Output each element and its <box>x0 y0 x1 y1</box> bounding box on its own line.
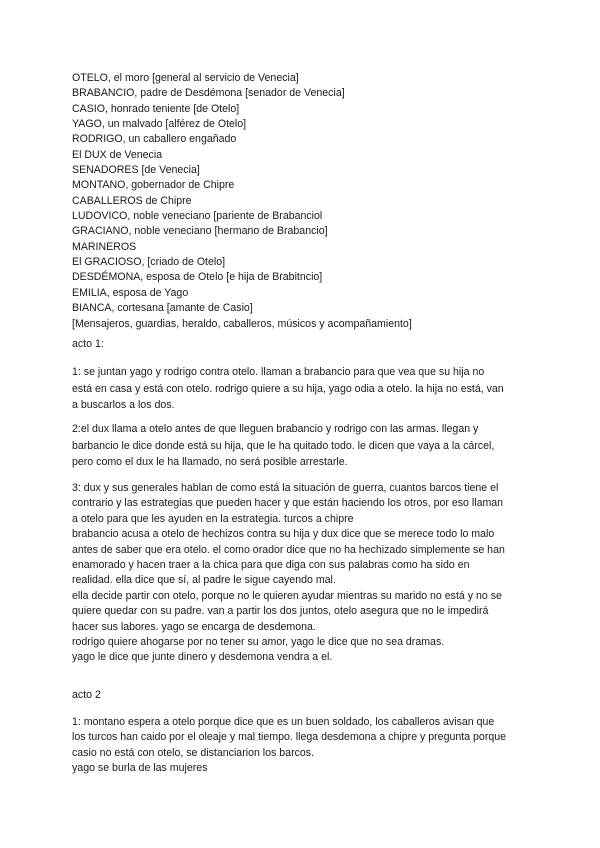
cast-entry: GRACIANO, noble veneciano [hermano de Brabancio] <box>72 225 328 238</box>
cast-entry: CASIO, honrado teniente [de Otelo] <box>72 102 240 115</box>
paragraph-line: realidad. ella dice que sí, al padre le sigue cayendo mal. <box>72 574 336 587</box>
paragraph-line: brabancio acusa a otelo de hechizos contra su hija y dux dice que se merece todo lo malo <box>72 528 495 541</box>
paragraph-line: los turcos han caido por el oleaje y mal tiempo. llega desdemona a chipre y pregunta porque <box>72 731 507 744</box>
paragraph-line: barbancio le dice donde está su hija, que le ha quitado todo. le dicen que vaya a la cárcel, <box>72 439 495 452</box>
cast-list <box>72 71 542 332</box>
paragraph-line: quiere quedar con su padre. van a partir los dos juntos, otelo asegura que no le impedirá <box>72 605 489 618</box>
cast-entry: MONTANO, gobernador de Chipre <box>72 179 235 192</box>
paragraph-line: yago se burla de las mujeres <box>72 762 208 775</box>
cast-entry: RODRIGO, un caballero engañado <box>72 133 237 146</box>
act1-heading: acto 1: <box>72 338 104 350</box>
paragraph-line: hacer sus labores. yago se encarga de desdemona. <box>72 620 316 633</box>
act1-paragraph-1 <box>72 364 530 414</box>
cast-entry: OTELO, el moro [general al servicio de Venecia] <box>72 72 299 84</box>
paragraph-line: antes de saber que era otelo. el como orador dice que no ha hechizado simplemente se han <box>72 543 505 556</box>
act2-heading: acto 2 <box>72 689 101 701</box>
cast-entry: BIANCA, cortesana [amante de Casio] <box>72 302 253 315</box>
paragraph-line: ella decide partir con otelo, porque no le quieren ayudar mientras su marido no está y no se <box>72 589 502 602</box>
cast-entry: YAGO, un malvado [alférez de Otelo] <box>72 118 247 131</box>
paragraph-line: está en casa y está con otelo. rodrigo quiere a su hija, yago odia a otelo. la hija no está, van <box>72 382 504 395</box>
paragraph-line: enamorado y hacen traer a la chica para que diga con sus palabras como ha sido en <box>72 558 470 571</box>
paragraph-line: yago le dice que junte dinero y desdemona vendra a el. <box>72 651 333 664</box>
paragraph-line: 1: se juntan yago y rodrigo contra otelo. llaman a brabancio para que vea que su hija no <box>72 366 485 378</box>
cast-entry: CABALLEROS de Chipre <box>72 194 192 207</box>
paragraph-line: a otelo para que les ayuden en la estrategia. turcos a chipre <box>72 512 354 525</box>
act1-paragraph-3 <box>72 481 530 666</box>
cast-entry: El DUX de Venecia <box>72 148 163 161</box>
cast-entry: SENADORES [de Venecia] <box>72 164 200 177</box>
paragraph-line: casio no está con otelo, se distanciarion los barcos. <box>72 746 315 759</box>
paragraph-line: contrario y las estrategias que pueden hacer y que están haciendo los otros, por eso llaman <box>72 497 504 510</box>
paragraph-line: pero como el dux le ha llamado, no será posible arrestarle. <box>72 456 348 468</box>
cast-entry: EMILIA, esposa de Yago <box>72 286 189 299</box>
paragraph-line: 1: montano espera a otelo porque dice que es un buen soldado, los caballeros avisan que <box>72 716 495 728</box>
cast-entry: LUDOVICO, noble veneciano [pariente de Brabanciol <box>72 210 323 223</box>
cast-entry: BRABANCIO, padre de Desdémona [senador de Venecia] <box>72 87 345 100</box>
cast-entry: El GRACIOSO, [criado de Otelo] <box>72 256 226 269</box>
act2-paragraph-1 <box>72 715 530 777</box>
cast-entry: MARINEROS <box>72 240 137 253</box>
paragraph-line: 3: dux y sus generales hablan de como está la situación de guerra, cuantos barcos tiene el <box>72 482 499 494</box>
paragraph-line: 2:el dux llama a otelo antes de que lleguen brabancio y rodrigo con las armas. llegan y <box>72 423 479 435</box>
paragraph-line: rodrigo quiere ahogarse por no tener su amor, yago le dice que no sea dramas. <box>72 635 445 648</box>
cast-entry: DESDÉMONA, esposa de Otelo [e hija de Brabitncio] <box>72 271 323 284</box>
act1-paragraph-2 <box>72 421 530 471</box>
paragraph-line: a buscarlos a los dos. <box>72 399 175 411</box>
cast-entry: [Mensajeros, guardias, heraldo, caballeros, músicos y acompañamiento] <box>72 317 412 330</box>
